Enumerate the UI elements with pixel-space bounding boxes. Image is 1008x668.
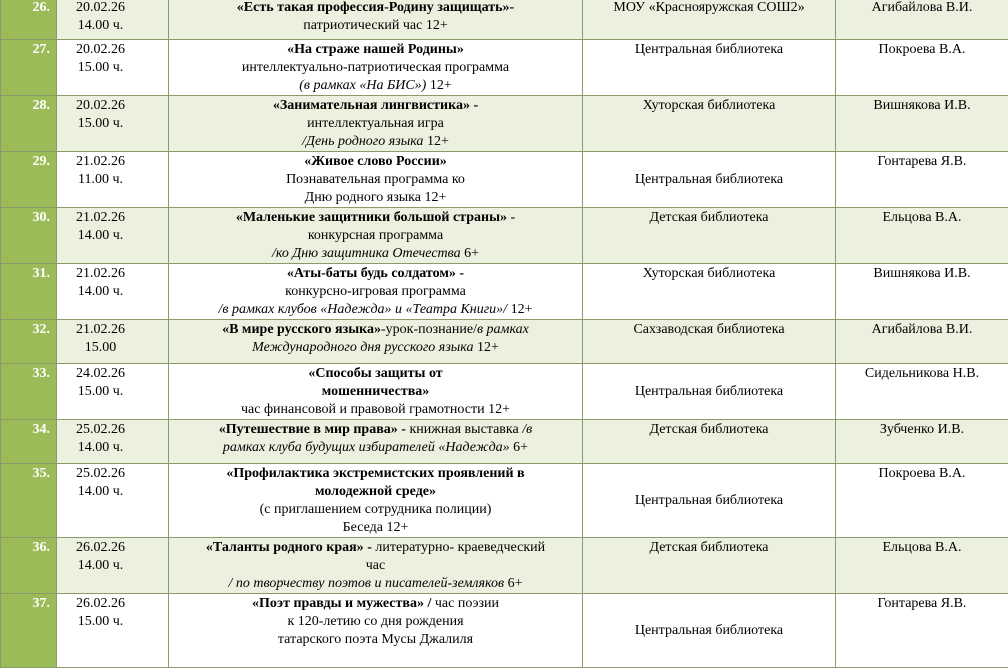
row-number: 35. (1, 464, 57, 538)
row-date: 25.02.26 (76, 422, 125, 437)
event-title: «Занимательная лингвистика» (273, 98, 470, 113)
event-separator: - (510, 0, 515, 15)
event-note: /в рамках клубов «Надежда» и «Театра Книги»/ (219, 302, 508, 317)
event-note: /День родного языка (302, 134, 423, 149)
row-place: Хуторская библиотека (583, 264, 836, 320)
row-place: Центральная библиотека (583, 40, 836, 96)
row-date: 21.02.26 (76, 322, 125, 337)
event-type: Познавательная программа ко (286, 172, 465, 187)
event-separator: - (470, 98, 478, 113)
row-time: 15.00 ч. (78, 60, 124, 75)
row-event (169, 464, 583, 538)
row-responsible: Вишнякова И.В. (836, 96, 1008, 152)
event-note: (в рамках «На БИС») (299, 78, 426, 93)
event-type-cont: час (366, 558, 385, 573)
row-responsible: Гонтарева Я.В. (836, 152, 1008, 208)
event-note-cont: Международного дня русского языка (252, 340, 473, 355)
row-event (169, 152, 583, 208)
row-date: 20.02.26 (76, 98, 125, 113)
event-separator: / (424, 596, 431, 611)
event-type-cont: к 120-летию со дня рождения (287, 614, 463, 629)
row-number: 28. (1, 96, 57, 152)
row-place: Сахзаводская библиотека (583, 320, 836, 364)
row-responsible: Ельцова В.А. (836, 208, 1008, 264)
row-place: Хуторская библиотека (583, 96, 836, 152)
row-time: 11.00 ч. (78, 172, 123, 187)
row-date: 20.02.26 (76, 0, 125, 15)
row-number: 32. (1, 320, 57, 364)
row-time: 15.00 ч. (78, 614, 124, 629)
row-responsible: Агибайлова В.И. (836, 0, 1008, 40)
event-title: «Профилактика экстремистских проявлений в (226, 466, 524, 481)
row-date: 26.02.26 (76, 596, 125, 611)
event-age: 6+ (504, 576, 522, 591)
table-row (1, 594, 1008, 668)
row-time: 15.00 ч. (78, 384, 124, 399)
event-age: 12+ (473, 340, 498, 355)
table-row (1, 96, 1008, 152)
row-date: 24.02.26 (76, 366, 125, 381)
event-age: 6+ (461, 246, 479, 261)
row-event (169, 364, 583, 420)
event-title: «На страже нашей Родины» (287, 42, 464, 57)
row-number: 31. (1, 264, 57, 320)
row-number: 34. (1, 420, 57, 464)
row-responsible: Сидельникова Н.В. (836, 364, 1008, 420)
row-place: Центральная библиотека (583, 594, 836, 668)
row-datetime (57, 320, 169, 364)
row-datetime (57, 40, 169, 96)
row-number: 37. (1, 594, 57, 668)
row-datetime (57, 0, 169, 40)
row-place: Центральная библиотека (583, 464, 836, 538)
event-title-cont: молодежной среде» (315, 484, 436, 499)
event-age: 12+ (423, 134, 448, 149)
event-type: патриотический час 12+ (303, 18, 448, 33)
event-note: /ко Дню защитника Отечества (272, 246, 461, 261)
row-date: 21.02.26 (76, 154, 125, 169)
row-place: Детская библиотека (583, 208, 836, 264)
event-title: «Маленькие защитники большой страны» (236, 210, 507, 225)
row-number: 36. (1, 538, 57, 594)
row-number: 33. (1, 364, 57, 420)
event-subtitle: Дню родного языка 12+ (305, 190, 447, 205)
row-time: 14.00 ч. (78, 18, 124, 33)
row-event (169, 40, 583, 96)
table-row (1, 538, 1008, 594)
event-subtitle: татарского поэта Мусы Джалиля (278, 632, 473, 647)
event-separator: - (398, 422, 406, 437)
event-note: в рамках (477, 322, 529, 337)
event-type: конкурсно-игровая программа (285, 284, 466, 299)
table-row (1, 320, 1008, 364)
row-datetime (57, 364, 169, 420)
row-place: Центральная библиотека (583, 152, 836, 208)
event-title: «Поэт правды и мужества» (252, 596, 424, 611)
event-separator: - (507, 210, 515, 225)
event-type: конкурсная программа (308, 228, 443, 243)
row-number: 29. (1, 152, 57, 208)
row-responsible: Ельцова В.А. (836, 538, 1008, 594)
row-event (169, 538, 583, 594)
row-number: 26. (1, 0, 57, 40)
event-title-cont: мошенничества» (322, 384, 430, 399)
table-row (1, 0, 1008, 40)
event-age: 12+ (507, 302, 532, 317)
row-responsible: Агибайлова В.И. (836, 320, 1008, 364)
row-datetime (57, 208, 169, 264)
table-row (1, 264, 1008, 320)
row-responsible: Вишнякова И.В. (836, 264, 1008, 320)
event-type: литературно- краеведческий (372, 540, 545, 555)
row-date: 21.02.26 (76, 210, 125, 225)
row-number: 30. (1, 208, 57, 264)
row-place: Детская библиотека (583, 538, 836, 594)
event-title: «Способы защиты от (308, 366, 442, 381)
row-time: 14.00 ч. (78, 440, 124, 455)
row-time: 14.00 ч. (78, 284, 124, 299)
row-datetime (57, 152, 169, 208)
row-time: 14.00 ч. (78, 484, 124, 499)
row-date: 26.02.26 (76, 540, 125, 555)
event-note: /в (522, 422, 532, 437)
event-type: книжная выставка (406, 422, 522, 437)
row-event (169, 594, 583, 668)
row-responsible: Гонтарева Я.В. (836, 594, 1008, 668)
row-time: 14.00 ч. (78, 558, 124, 573)
event-separator: - (364, 540, 372, 555)
table-row (1, 208, 1008, 264)
row-event (169, 208, 583, 264)
row-place: Центральная библиотека (583, 364, 836, 420)
row-responsible: Покроева В.А. (836, 40, 1008, 96)
event-separator: - (456, 266, 464, 281)
table-row (1, 364, 1008, 420)
event-type: интеллектуально-патриотическая программа (242, 60, 509, 75)
row-place: Детская библиотека (583, 420, 836, 464)
table-row (1, 152, 1008, 208)
event-title: «Есть такая профессия-Родину защищать» (237, 0, 510, 15)
row-datetime (57, 464, 169, 538)
row-date: 21.02.26 (76, 266, 125, 281)
event-title: «Таланты родного края» (206, 540, 364, 555)
event-type: интеллектуальная игра (307, 116, 444, 131)
row-place: МОУ «Краснояружская СОШ2» (583, 0, 836, 40)
table-row (1, 420, 1008, 464)
event-subtitle: Беседа 12+ (343, 520, 409, 535)
row-datetime (57, 96, 169, 152)
event-title: «Живое слово России» (304, 154, 447, 169)
table-row (1, 464, 1008, 538)
event-title: «Путешествие в мир права» (219, 422, 398, 437)
event-title: «Аты-баты будь солдатом» (287, 266, 456, 281)
row-event (169, 0, 583, 40)
row-time: 14.00 ч. (78, 228, 124, 243)
row-responsible: Покроева В.А. (836, 464, 1008, 538)
row-event (169, 96, 583, 152)
event-note: / по творчеству поэтов и писателей-земляков (228, 576, 504, 591)
row-time: 15.00 ч. (78, 116, 124, 131)
row-time: 15.00 (85, 340, 117, 355)
row-datetime (57, 420, 169, 464)
row-event (169, 420, 583, 464)
event-age: 12+ (426, 78, 451, 93)
event-title: «В мире русского языка» (222, 322, 381, 337)
event-type: (с приглашением сотрудника полиции) (260, 502, 492, 517)
row-event (169, 320, 583, 364)
event-note-cont: рамках клуба будущих избирателей «Надежда» (223, 440, 510, 455)
row-date: 25.02.26 (76, 466, 125, 481)
row-event (169, 264, 583, 320)
row-responsible: Зубченко И.В. (836, 420, 1008, 464)
event-type: час финансовой и правовой грамотности 12+ (241, 402, 510, 417)
row-datetime (57, 538, 169, 594)
row-datetime (57, 594, 169, 668)
event-age: 6+ (510, 440, 528, 455)
row-number: 27. (1, 40, 57, 96)
table-row (1, 40, 1008, 96)
row-date: 20.02.26 (76, 42, 125, 57)
event-type: час поэзии (431, 596, 499, 611)
event-type: -урок-познание/ (381, 322, 477, 337)
row-datetime (57, 264, 169, 320)
